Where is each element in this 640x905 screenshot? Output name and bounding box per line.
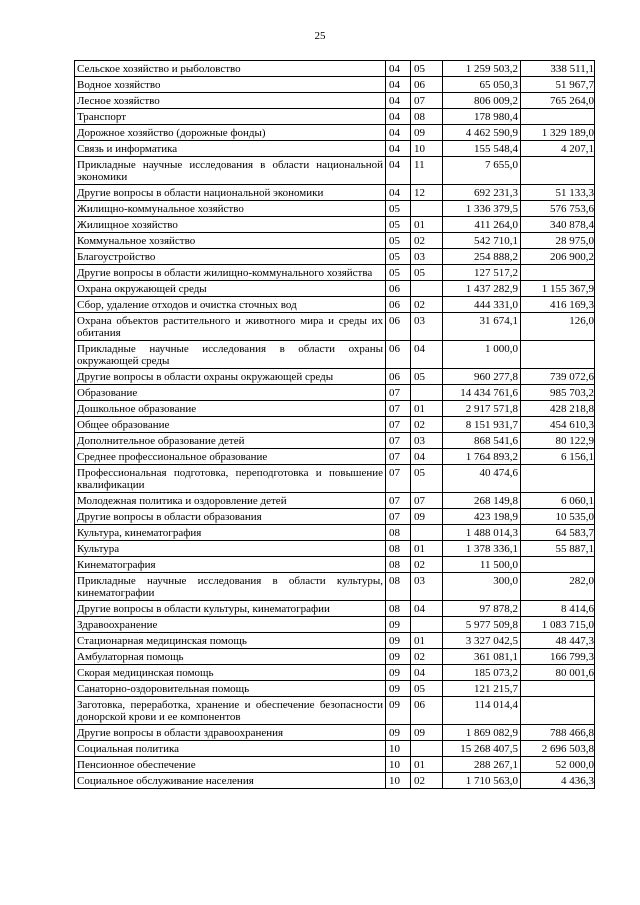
item-name-cell: Дошкольное образование: [75, 401, 386, 417]
amount-federal-cell: [521, 109, 595, 125]
table-row: [75, 633, 595, 649]
subsection-code-cell: 03: [411, 249, 443, 265]
amount-federal-cell: 6 156,1: [521, 449, 595, 465]
section-code-cell: 09: [386, 697, 411, 725]
amount-total-cell: 4 462 590,9: [443, 125, 521, 141]
table-row: [75, 493, 595, 509]
amount-total-cell: 8 151 931,7: [443, 417, 521, 433]
item-name-cell: Жилищное хозяйство: [75, 217, 386, 233]
section-code-cell: 06: [386, 369, 411, 385]
section-code-cell: 10: [386, 773, 411, 789]
subsection-code-cell: 01: [411, 541, 443, 557]
section-code-cell: 08: [386, 557, 411, 573]
subsection-code-cell: 11: [411, 157, 443, 185]
subsection-code-cell: [411, 201, 443, 217]
amount-total-cell: 65 050,3: [443, 77, 521, 93]
subsection-code-cell: 05: [411, 265, 443, 281]
item-name-cell: Скорая медицинская помощь: [75, 665, 386, 681]
section-code-cell: 09: [386, 725, 411, 741]
amount-total-cell: 868 541,6: [443, 433, 521, 449]
subsection-code-cell: 03: [411, 433, 443, 449]
section-code-cell: 09: [386, 617, 411, 633]
subsection-code-cell: 05: [411, 369, 443, 385]
section-code-cell: 08: [386, 573, 411, 601]
amount-total-cell: 1 869 082,9: [443, 725, 521, 741]
amount-federal-cell: 428 218,8: [521, 401, 595, 417]
subsection-code-cell: 03: [411, 313, 443, 341]
item-name-cell: Среднее профессиональное образование: [75, 449, 386, 465]
section-code-cell: 04: [386, 109, 411, 125]
item-name-cell: Охрана объектов растительного и животного мира и среды их обитания: [75, 313, 386, 341]
amount-total-cell: 1 336 379,5: [443, 201, 521, 217]
amount-total-cell: 15 268 407,5: [443, 741, 521, 757]
section-code-cell: 08: [386, 541, 411, 557]
subsection-code-cell: 04: [411, 665, 443, 681]
item-name-cell: Прикладные научные исследования в области культуры, кинематографии: [75, 573, 386, 601]
item-name-cell: Социальная политика: [75, 741, 386, 757]
subsection-code-cell: [411, 281, 443, 297]
item-name-cell: Дополнительное образование детей: [75, 433, 386, 449]
subsection-code-cell: 04: [411, 449, 443, 465]
section-code-cell: 04: [386, 141, 411, 157]
subsection-code-cell: 05: [411, 681, 443, 697]
table-row: [75, 217, 595, 233]
amount-total-cell: 114 014,4: [443, 697, 521, 725]
amount-federal-cell: 52 000,0: [521, 757, 595, 773]
section-code-cell: 05: [386, 265, 411, 281]
table-row: [75, 265, 595, 281]
amount-total-cell: 423 198,9: [443, 509, 521, 525]
table-row: [75, 541, 595, 557]
amount-total-cell: 268 149,8: [443, 493, 521, 509]
item-name-cell: Другие вопросы в области образования: [75, 509, 386, 525]
table-row: [75, 433, 595, 449]
table-row: [75, 385, 595, 401]
item-name-cell: Амбулаторная помощь: [75, 649, 386, 665]
amount-federal-cell: 416 169,3: [521, 297, 595, 313]
table-row: [75, 697, 595, 725]
amount-total-cell: 1 259 503,2: [443, 61, 521, 77]
amount-total-cell: 2 917 571,8: [443, 401, 521, 417]
table-row: [75, 125, 595, 141]
table-row: [75, 449, 595, 465]
item-name-cell: Молодежная политика и оздоровление детей: [75, 493, 386, 509]
table-row: [75, 681, 595, 697]
item-name-cell: Образование: [75, 385, 386, 401]
item-name-cell: Охрана окружающей среды: [75, 281, 386, 297]
item-name-cell: Другие вопросы в области здравоохранения: [75, 725, 386, 741]
amount-federal-cell: 788 466,8: [521, 725, 595, 741]
table-row: [75, 369, 595, 385]
amount-total-cell: 1 764 893,2: [443, 449, 521, 465]
section-code-cell: 07: [386, 433, 411, 449]
amount-federal-cell: [521, 157, 595, 185]
table-row: [75, 281, 595, 297]
table-row: [75, 141, 595, 157]
amount-total-cell: 185 073,2: [443, 665, 521, 681]
amount-total-cell: 542 710,1: [443, 233, 521, 249]
amount-federal-cell: 1 329 189,0: [521, 125, 595, 141]
table-row: [75, 77, 595, 93]
item-name-cell: Дорожное хозяйство (дорожные фонды): [75, 125, 386, 141]
item-name-cell: Другие вопросы в области национальной экономики: [75, 185, 386, 201]
item-name-cell: Другие вопросы в области охраны окружающей среды: [75, 369, 386, 385]
section-code-cell: 05: [386, 217, 411, 233]
table-row: [75, 233, 595, 249]
budget-table-body: [75, 61, 595, 789]
table-row: [75, 665, 595, 681]
amount-federal-cell: 2 696 503,8: [521, 741, 595, 757]
table-row: [75, 601, 595, 617]
subsection-code-cell: [411, 741, 443, 757]
amount-total-cell: 178 980,4: [443, 109, 521, 125]
amount-total-cell: 1 710 563,0: [443, 773, 521, 789]
section-code-cell: 04: [386, 77, 411, 93]
subsection-code-cell: 01: [411, 401, 443, 417]
section-code-cell: 06: [386, 313, 411, 341]
amount-federal-cell: 1 083 715,0: [521, 617, 595, 633]
table-row: [75, 465, 595, 493]
table-row: [75, 201, 595, 217]
item-name-cell: Другие вопросы в области жилищно-коммунального хозяйства: [75, 265, 386, 281]
item-name-cell: Прикладные научные исследования в области охраны окружающей среды: [75, 341, 386, 369]
table-row: [75, 757, 595, 773]
amount-total-cell: 411 264,0: [443, 217, 521, 233]
amount-total-cell: 7 655,0: [443, 157, 521, 185]
page-number: 25: [314, 30, 326, 42]
amount-federal-cell: 340 878,4: [521, 217, 595, 233]
amount-federal-cell: 765 264,0: [521, 93, 595, 109]
subsection-code-cell: [411, 385, 443, 401]
section-code-cell: 09: [386, 633, 411, 649]
section-code-cell: 05: [386, 201, 411, 217]
item-name-cell: Сбор, удаление отходов и очистка сточных вод: [75, 297, 386, 313]
item-name-cell: Профессиональная подготовка, переподготовка и повышение квалификации: [75, 465, 386, 493]
table-row: [75, 773, 595, 789]
table-row: [75, 573, 595, 601]
item-name-cell: Общее образование: [75, 417, 386, 433]
amount-federal-cell: 28 975,0: [521, 233, 595, 249]
subsection-code-cell: [411, 525, 443, 541]
table-row: [75, 401, 595, 417]
item-name-cell: Лесное хозяйство: [75, 93, 386, 109]
table-row: [75, 725, 595, 741]
amount-federal-cell: [521, 341, 595, 369]
amount-federal-cell: 64 583,7: [521, 525, 595, 541]
section-code-cell: 05: [386, 249, 411, 265]
amount-total-cell: 1 488 014,3: [443, 525, 521, 541]
subsection-code-cell: 02: [411, 557, 443, 573]
amount-federal-cell: [521, 681, 595, 697]
item-name-cell: Пенсионное обеспечение: [75, 757, 386, 773]
subsection-code-cell: 02: [411, 297, 443, 313]
amount-total-cell: 40 474,6: [443, 465, 521, 493]
item-name-cell: Сельское хозяйство и рыболовство: [75, 61, 386, 77]
amount-federal-cell: 55 887,1: [521, 541, 595, 557]
item-name-cell: Прикладные научные исследования в области национальной экономики: [75, 157, 386, 185]
table-row: [75, 61, 595, 77]
item-name-cell: Стационарная медицинская помощь: [75, 633, 386, 649]
amount-federal-cell: 80 122,9: [521, 433, 595, 449]
table-row: [75, 341, 595, 369]
amount-total-cell: 121 215,7: [443, 681, 521, 697]
table-row: [75, 649, 595, 665]
subsection-code-cell: 07: [411, 493, 443, 509]
amount-federal-cell: 126,0: [521, 313, 595, 341]
amount-total-cell: 11 500,0: [443, 557, 521, 573]
item-name-cell: Водное хозяйство: [75, 77, 386, 93]
section-code-cell: 07: [386, 465, 411, 493]
section-code-cell: 10: [386, 741, 411, 757]
amount-federal-cell: 80 001,6: [521, 665, 595, 681]
section-code-cell: 06: [386, 281, 411, 297]
amount-total-cell: 300,0: [443, 573, 521, 601]
amount-federal-cell: [521, 697, 595, 725]
section-code-cell: 06: [386, 297, 411, 313]
item-name-cell: Культура: [75, 541, 386, 557]
subsection-code-cell: 03: [411, 573, 443, 601]
amount-total-cell: 361 081,1: [443, 649, 521, 665]
section-code-cell: 04: [386, 93, 411, 109]
amount-federal-cell: 282,0: [521, 573, 595, 601]
amount-federal-cell: 576 753,6: [521, 201, 595, 217]
section-code-cell: 09: [386, 649, 411, 665]
item-name-cell: Социальное обслуживание населения: [75, 773, 386, 789]
subsection-code-cell: 01: [411, 217, 443, 233]
item-name-cell: Транспорт: [75, 109, 386, 125]
section-code-cell: 07: [386, 493, 411, 509]
amount-total-cell: 1 000,0: [443, 341, 521, 369]
amount-federal-cell: 4 207,1: [521, 141, 595, 157]
table-row: [75, 417, 595, 433]
section-code-cell: 04: [386, 61, 411, 77]
amount-federal-cell: [521, 465, 595, 493]
subsection-code-cell: 02: [411, 649, 443, 665]
item-name-cell: Коммунальное хозяйство: [75, 233, 386, 249]
subsection-code-cell: 06: [411, 77, 443, 93]
item-name-cell: Кинематография: [75, 557, 386, 573]
section-code-cell: 07: [386, 509, 411, 525]
amount-total-cell: 288 267,1: [443, 757, 521, 773]
item-name-cell: Культура, кинематография: [75, 525, 386, 541]
table-row: [75, 525, 595, 541]
subsection-code-cell: 04: [411, 341, 443, 369]
subsection-code-cell: 02: [411, 417, 443, 433]
amount-federal-cell: 1 155 367,9: [521, 281, 595, 297]
subsection-code-cell: 04: [411, 601, 443, 617]
table-row: [75, 617, 595, 633]
amount-total-cell: 31 674,1: [443, 313, 521, 341]
section-code-cell: 09: [386, 681, 411, 697]
amount-federal-cell: 206 900,2: [521, 249, 595, 265]
amount-federal-cell: 166 799,3: [521, 649, 595, 665]
section-code-cell: 07: [386, 385, 411, 401]
subsection-code-cell: 10: [411, 141, 443, 157]
amount-federal-cell: 985 703,2: [521, 385, 595, 401]
table-row: [75, 297, 595, 313]
amount-total-cell: 692 231,3: [443, 185, 521, 201]
amount-total-cell: 1 378 336,1: [443, 541, 521, 557]
table-row: [75, 157, 595, 185]
item-name-cell: Жилищно-коммунальное хозяйство: [75, 201, 386, 217]
section-code-cell: 07: [386, 449, 411, 465]
amount-total-cell: 3 327 042,5: [443, 633, 521, 649]
item-name-cell: Связь и информатика: [75, 141, 386, 157]
amount-total-cell: 127 517,2: [443, 265, 521, 281]
table-row: [75, 313, 595, 341]
subsection-code-cell: 05: [411, 465, 443, 493]
section-code-cell: 07: [386, 401, 411, 417]
item-name-cell: Благоустройство: [75, 249, 386, 265]
subsection-code-cell: 08: [411, 109, 443, 125]
amount-total-cell: 5 977 509,8: [443, 617, 521, 633]
amount-federal-cell: 51 133,3: [521, 185, 595, 201]
section-code-cell: 07: [386, 417, 411, 433]
table-row: [75, 557, 595, 573]
subsection-code-cell: 12: [411, 185, 443, 201]
subsection-code-cell: 01: [411, 633, 443, 649]
item-name-cell: Здравоохранение: [75, 617, 386, 633]
amount-total-cell: 155 548,4: [443, 141, 521, 157]
amount-federal-cell: [521, 557, 595, 573]
subsection-code-cell: 02: [411, 773, 443, 789]
amount-federal-cell: 454 610,3: [521, 417, 595, 433]
section-code-cell: 09: [386, 665, 411, 681]
amount-total-cell: 960 277,8: [443, 369, 521, 385]
subsection-code-cell: 09: [411, 725, 443, 741]
amount-total-cell: 1 437 282,9: [443, 281, 521, 297]
table-row: [75, 249, 595, 265]
subsection-code-cell: 07: [411, 93, 443, 109]
amount-total-cell: 97 878,2: [443, 601, 521, 617]
section-code-cell: 08: [386, 525, 411, 541]
amount-federal-cell: 48 447,3: [521, 633, 595, 649]
section-code-cell: 05: [386, 233, 411, 249]
section-code-cell: 04: [386, 185, 411, 201]
section-code-cell: 06: [386, 341, 411, 369]
amount-federal-cell: 51 967,7: [521, 77, 595, 93]
item-name-cell: Заготовка, переработка, хранение и обеспечение безопасности донорской крови и ее компонентов: [75, 697, 386, 725]
subsection-code-cell: 05: [411, 61, 443, 77]
section-code-cell: 04: [386, 157, 411, 185]
table-row: [75, 509, 595, 525]
amount-total-cell: 806 009,2: [443, 93, 521, 109]
amount-federal-cell: 10 535,0: [521, 509, 595, 525]
subsection-code-cell: 02: [411, 233, 443, 249]
item-name-cell: Другие вопросы в области культуры, кинематографии: [75, 601, 386, 617]
subsection-code-cell: 01: [411, 757, 443, 773]
amount-federal-cell: 4 436,3: [521, 773, 595, 789]
subsection-code-cell: 06: [411, 697, 443, 725]
amount-federal-cell: 739 072,6: [521, 369, 595, 385]
section-code-cell: 08: [386, 601, 411, 617]
budget-table: [74, 60, 595, 789]
amount-total-cell: 444 331,0: [443, 297, 521, 313]
table-row: [75, 109, 595, 125]
table-row: [75, 185, 595, 201]
amount-federal-cell: 6 060,1: [521, 493, 595, 509]
amount-federal-cell: 338 511,1: [521, 61, 595, 77]
table-row: [75, 741, 595, 757]
amount-total-cell: 14 434 761,6: [443, 385, 521, 401]
item-name-cell: Санаторно-оздоровительная помощь: [75, 681, 386, 697]
amount-federal-cell: 8 414,6: [521, 601, 595, 617]
subsection-code-cell: [411, 617, 443, 633]
amount-federal-cell: [521, 265, 595, 281]
table-row: [75, 93, 595, 109]
subsection-code-cell: 09: [411, 125, 443, 141]
amount-total-cell: 254 888,2: [443, 249, 521, 265]
subsection-code-cell: 09: [411, 509, 443, 525]
section-code-cell: 04: [386, 125, 411, 141]
section-code-cell: 10: [386, 757, 411, 773]
